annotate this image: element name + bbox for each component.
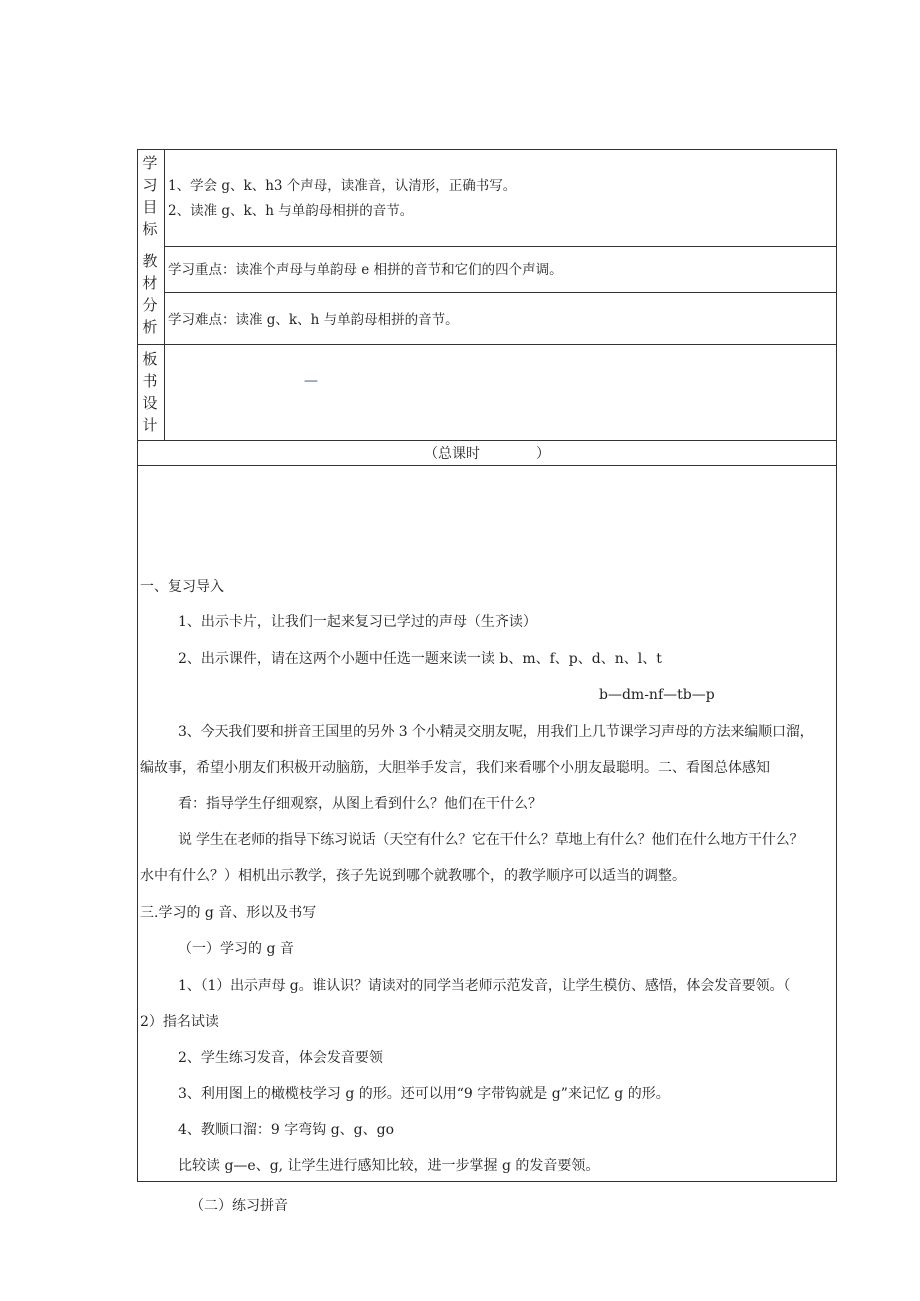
goal-line-2: 2、读准 g、k、h 与单韵母相拼的音节。: [168, 203, 414, 219]
content-line: 1、出示卡片，让我们一起来复习已学过的声母（生齐读）: [178, 614, 537, 630]
content-line: 编故事，希望小朋友们积极开动脑筋，大胆举手发言，我们来看哪个小朋友最聪明。二、看图总体感知: [140, 760, 770, 776]
row-divider-hours: [137, 465, 837, 466]
content-line: 比较读 g—e、g, 让学生进行感知比较，进一步掌握 g 的发音要领。: [178, 1158, 600, 1174]
row-divider-goals: [164, 246, 837, 247]
row-divider-keypoint: [164, 292, 837, 293]
section-g-sound: 三.学习的 g 音、形以及书写: [140, 905, 317, 921]
content-line: 3、利用图上的橄榄枝学习 g 的形。还可以用“9 字带钩就是 g”来记忆 g 的形。: [178, 1086, 670, 1102]
board-mark: —: [304, 373, 318, 389]
content-line: 1、（1）出示声母 g。谁认识？请读对的同学当老师示范发音，让学生模仿、感悟，体会发音要领。（: [178, 978, 791, 994]
goal-line-1: 1、学会 g、k、h3 个声母，读准音，认清形，正确书写。: [168, 178, 517, 194]
label-analysis: 教 材 分 析: [142, 252, 158, 336]
row-divider-difficulty: [137, 344, 837, 345]
section-practice: （二）练习拼音: [190, 1198, 288, 1214]
content-line: 2）指名试读: [140, 1014, 219, 1030]
difficulty: 学习难点：读准 g、k、h 与单韵母相拼的音节。: [168, 312, 459, 328]
content-line: 4、教顺口溜：9 字弯钩 g、g、go: [178, 1122, 395, 1138]
label-goals: 学 习 目 标: [142, 154, 158, 238]
content-line: （一）学习的 g 音: [178, 941, 294, 957]
content-line: 说 学生在老师的指导下练习说话（天空有什么？它在干什么？草地上有什么？他们在什么地方干什么？: [178, 832, 804, 848]
content-line: 水中有什么？）相机出示教学，孩子先说到哪个就教哪个，的教学顺序可以适当的调整。: [140, 868, 686, 884]
content-line: 2、学生练习发音，体会发音要领: [178, 1050, 383, 1066]
content-line: 2、出示课件，请在这两个小题中任选一题来读一读 b、m、f、p、d、n、l、t: [178, 651, 662, 667]
content-line: 3、今天我们要和拼音王国里的另外 3 个小精灵交朋友呢，用我们上几节课学习声母的方法来编顺口溜，: [178, 724, 814, 740]
total-hours: （总课时 ）: [424, 446, 550, 462]
content-line: 看：指导学生仔细观察，从图上看到什么？他们在干什么？: [178, 796, 542, 812]
section-review: 一、复习导入: [140, 579, 224, 595]
key-point: 学习重点：读准个声母与单韵母 e 相拼的音节和它们的四个声调。: [168, 262, 563, 278]
row-divider-board: [137, 440, 837, 441]
label-column-divider: [164, 149, 165, 440]
label-board: 板 书 设 计: [142, 350, 158, 434]
content-line: b—dm-nf—tb—p: [599, 687, 715, 703]
